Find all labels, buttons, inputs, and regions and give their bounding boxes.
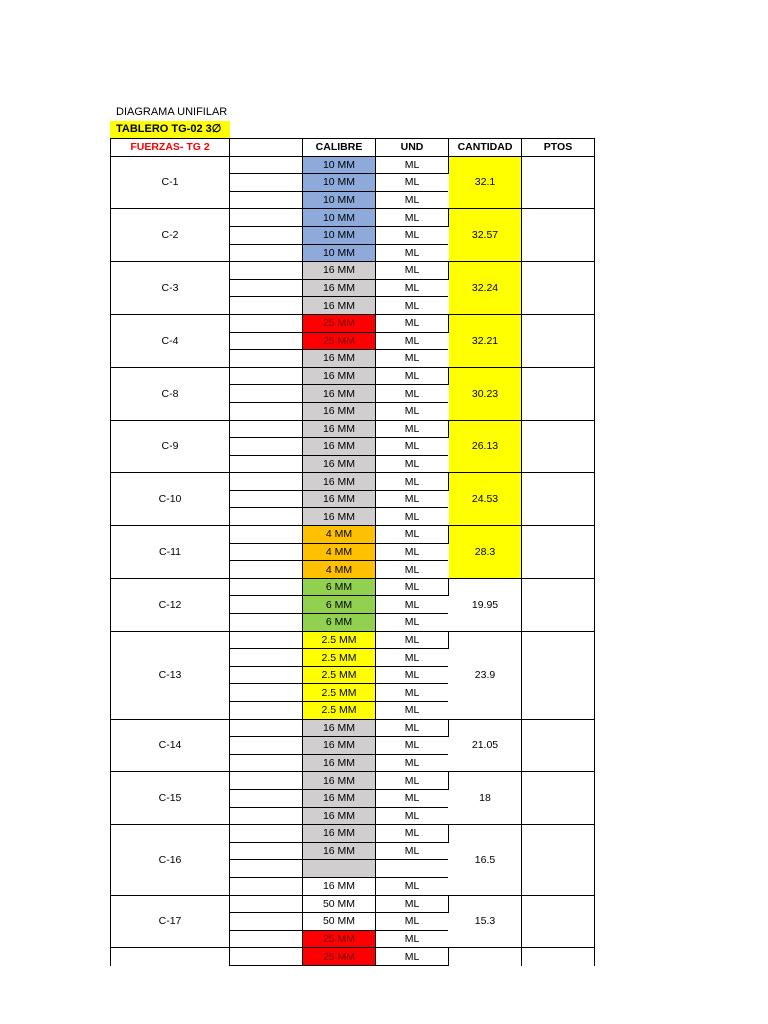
und-cell: ML xyxy=(376,297,449,315)
ptos-cell xyxy=(522,719,595,772)
table-row xyxy=(111,367,595,385)
blank-cell xyxy=(230,385,303,403)
circuit-cell: C-14 xyxy=(111,719,230,772)
calibre-cell xyxy=(303,860,376,878)
table-row xyxy=(111,895,595,913)
ptos-cell xyxy=(522,156,595,209)
calibre-cell: 25 MM xyxy=(303,948,376,966)
calibre-cell: 4 MM xyxy=(303,561,376,579)
blank-cell xyxy=(230,455,303,473)
cantidad-cell: 21.05 xyxy=(449,719,522,772)
cantidad-cell: 19.95 xyxy=(449,578,522,631)
blank-cell xyxy=(230,930,303,948)
blank-cell xyxy=(230,402,303,420)
circuit-cell: C-10 xyxy=(111,473,230,526)
calibre-cell: 16 MM xyxy=(303,455,376,473)
circuit-cell: C-15 xyxy=(111,772,230,825)
blank-cell xyxy=(230,262,303,280)
und-cell: ML xyxy=(376,737,449,755)
blank-cell xyxy=(230,350,303,368)
calibre-cell: 16 MM xyxy=(303,719,376,737)
und-cell: ML xyxy=(376,877,449,895)
und-cell: ML xyxy=(376,156,449,174)
calibre-header: CALIBRE xyxy=(303,139,376,157)
blank-cell xyxy=(230,279,303,297)
und-cell: ML xyxy=(376,772,449,790)
und-cell: ML xyxy=(376,508,449,526)
blank-cell xyxy=(230,473,303,491)
calibre-cell: 4 MM xyxy=(303,526,376,544)
und-cell: ML xyxy=(376,702,449,720)
blank-cell xyxy=(230,789,303,807)
table-row xyxy=(111,825,595,843)
und-cell: ML xyxy=(376,666,449,684)
calibre-cell: 10 MM xyxy=(303,209,376,227)
ptos-cell xyxy=(522,367,595,420)
blank-cell xyxy=(230,631,303,649)
blank-cell xyxy=(230,737,303,755)
calibre-cell: 16 MM xyxy=(303,297,376,315)
blank-cell xyxy=(230,666,303,684)
cantidad-cell: 32.24 xyxy=(449,262,522,315)
cantidad-cell: 32.57 xyxy=(449,209,522,262)
page-title: DIAGRAMA UNIFILAR xyxy=(116,106,228,118)
table-row xyxy=(111,948,595,966)
blank-cell xyxy=(230,191,303,209)
blank-header xyxy=(230,139,303,157)
und-header: UND xyxy=(376,139,449,157)
calibre-cell: 16 MM xyxy=(303,420,376,438)
und-cell: ML xyxy=(376,930,449,948)
circuit-cell: C-3 xyxy=(111,262,230,315)
calibre-cell: 16 MM xyxy=(303,438,376,456)
cantidad-cell: 26.13 xyxy=(449,420,522,473)
cantidad-cell: 16.5 xyxy=(449,825,522,895)
cantidad-cell: 32.21 xyxy=(449,314,522,367)
und-cell: ML xyxy=(376,226,449,244)
blank-cell xyxy=(230,420,303,438)
circuit-cell: C-17 xyxy=(111,895,230,948)
cantidad-cell xyxy=(449,948,522,966)
und-cell: ML xyxy=(376,807,449,825)
cantidad-cell: 23.9 xyxy=(449,631,522,719)
calibre-cell: 2.5 MM xyxy=(303,666,376,684)
blank-cell xyxy=(230,877,303,895)
und-cell: ML xyxy=(376,649,449,667)
und-cell: ML xyxy=(376,174,449,192)
und-cell: ML xyxy=(376,719,449,737)
blank-cell xyxy=(230,807,303,825)
blank-cell xyxy=(230,508,303,526)
circuit-cell: C-12 xyxy=(111,578,230,631)
calibre-cell: 16 MM xyxy=(303,877,376,895)
calibre-cell: 10 MM xyxy=(303,174,376,192)
table-row xyxy=(111,314,595,332)
calibre-cell: 10 MM xyxy=(303,226,376,244)
table-row xyxy=(111,578,595,596)
calibre-cell: 10 MM xyxy=(303,156,376,174)
cantidad-cell: 24.53 xyxy=(449,473,522,526)
table-row xyxy=(111,719,595,737)
und-cell: ML xyxy=(376,754,449,772)
calibre-cell: 6 MM xyxy=(303,614,376,632)
calibre-cell: 16 MM xyxy=(303,789,376,807)
calibre-cell: 16 MM xyxy=(303,350,376,368)
calibre-cell: 16 MM xyxy=(303,385,376,403)
circuit-cell: C-9 xyxy=(111,420,230,473)
blank-cell xyxy=(230,825,303,843)
blank-cell xyxy=(230,578,303,596)
und-cell: ML xyxy=(376,825,449,843)
calibre-cell: 10 MM xyxy=(303,244,376,262)
cantidad-cell: 15.3 xyxy=(449,895,522,948)
ptos-cell xyxy=(522,578,595,631)
table-row xyxy=(111,526,595,544)
cantidad-cell: 18 xyxy=(449,772,522,825)
blank-cell xyxy=(230,367,303,385)
ptos-cell xyxy=(522,262,595,315)
und-cell: ML xyxy=(376,614,449,632)
ptos-header: PTOS xyxy=(522,139,595,157)
table-row xyxy=(111,631,595,649)
und-cell: ML xyxy=(376,684,449,702)
und-cell: ML xyxy=(376,842,449,860)
calibre-cell: 2.5 MM xyxy=(303,631,376,649)
circuit-cell xyxy=(111,948,230,966)
calibre-cell: 16 MM xyxy=(303,754,376,772)
calibre-cell: 25 MM xyxy=(303,930,376,948)
und-cell xyxy=(376,860,449,878)
circuit-cell: C-13 xyxy=(111,631,230,719)
und-cell: ML xyxy=(376,262,449,280)
calibre-cell: 2.5 MM xyxy=(303,702,376,720)
calibre-cell: 10 MM xyxy=(303,191,376,209)
table-row xyxy=(111,209,595,227)
calibre-cell: 16 MM xyxy=(303,737,376,755)
cantidad-header: CANTIDAD xyxy=(449,139,522,157)
calibre-cell: 16 MM xyxy=(303,490,376,508)
und-cell: ML xyxy=(376,209,449,227)
ptos-cell xyxy=(522,526,595,579)
und-cell: ML xyxy=(376,596,449,614)
circuit-cell: C-2 xyxy=(111,209,230,262)
ptos-cell xyxy=(522,895,595,948)
blank-cell xyxy=(230,438,303,456)
und-cell: ML xyxy=(376,244,449,262)
calibre-cell: 16 MM xyxy=(303,367,376,385)
ptos-cell xyxy=(522,631,595,719)
calibre-cell: 16 MM xyxy=(303,473,376,491)
calibre-cell: 16 MM xyxy=(303,807,376,825)
und-cell: ML xyxy=(376,385,449,403)
calibre-cell: 50 MM xyxy=(303,895,376,913)
cantidad-cell: 28.3 xyxy=(449,526,522,579)
cantidad-cell: 30.23 xyxy=(449,367,522,420)
header-row xyxy=(111,139,595,157)
calibre-cell: 25 MM xyxy=(303,332,376,350)
section-header: FUERZAS- TG 2 xyxy=(111,139,230,157)
und-cell: ML xyxy=(376,948,449,966)
blank-cell xyxy=(230,772,303,790)
und-cell: ML xyxy=(376,913,449,931)
und-cell: ML xyxy=(376,631,449,649)
und-cell: ML xyxy=(376,350,449,368)
blank-cell xyxy=(230,719,303,737)
blank-cell xyxy=(230,314,303,332)
table-row xyxy=(111,262,595,280)
calibre-cell: 6 MM xyxy=(303,596,376,614)
calibre-cell: 25 MM xyxy=(303,314,376,332)
ptos-cell xyxy=(522,473,595,526)
und-cell: ML xyxy=(376,526,449,544)
und-cell: ML xyxy=(376,314,449,332)
circuit-cell: C-8 xyxy=(111,367,230,420)
und-cell: ML xyxy=(376,438,449,456)
blank-cell xyxy=(230,543,303,561)
table-row xyxy=(111,772,595,790)
blank-cell xyxy=(230,913,303,931)
blank-cell xyxy=(230,156,303,174)
circuit-cell: C-11 xyxy=(111,526,230,579)
calibre-cell: 16 MM xyxy=(303,262,376,280)
table-row xyxy=(111,473,595,491)
und-cell: ML xyxy=(376,332,449,350)
calibre-cell: 16 MM xyxy=(303,402,376,420)
und-cell: ML xyxy=(376,455,449,473)
calibre-cell: 50 MM xyxy=(303,913,376,931)
und-cell: ML xyxy=(376,402,449,420)
ptos-cell xyxy=(522,209,595,262)
calibre-cell: 16 MM xyxy=(303,825,376,843)
und-cell: ML xyxy=(376,895,449,913)
und-cell: ML xyxy=(376,561,449,579)
calibre-cell: 4 MM xyxy=(303,543,376,561)
blank-cell xyxy=(230,297,303,315)
blank-cell xyxy=(230,948,303,966)
cantidad-cell: 32.1 xyxy=(449,156,522,209)
panel-subtitle: TABLERO TG-02 3∅ xyxy=(110,121,230,138)
und-cell: ML xyxy=(376,191,449,209)
ptos-cell xyxy=(522,825,595,895)
calibre-cell: 6 MM xyxy=(303,578,376,596)
blank-cell xyxy=(230,174,303,192)
blank-cell xyxy=(230,649,303,667)
calibre-cell: 16 MM xyxy=(303,279,376,297)
blank-cell xyxy=(230,561,303,579)
blank-cell xyxy=(230,860,303,878)
feeder-table xyxy=(110,138,595,966)
table-row xyxy=(111,420,595,438)
und-cell: ML xyxy=(376,279,449,297)
und-cell: ML xyxy=(376,420,449,438)
calibre-cell: 2.5 MM xyxy=(303,684,376,702)
und-cell: ML xyxy=(376,578,449,596)
blank-cell xyxy=(230,244,303,262)
blank-cell xyxy=(230,754,303,772)
blank-cell xyxy=(230,702,303,720)
und-cell: ML xyxy=(376,490,449,508)
blank-cell xyxy=(230,895,303,913)
blank-cell xyxy=(230,332,303,350)
und-cell: ML xyxy=(376,367,449,385)
calibre-cell: 16 MM xyxy=(303,508,376,526)
ptos-cell xyxy=(522,948,595,966)
blank-cell xyxy=(230,526,303,544)
und-cell: ML xyxy=(376,543,449,561)
blank-cell xyxy=(230,596,303,614)
und-cell: ML xyxy=(376,473,449,491)
blank-cell xyxy=(230,226,303,244)
calibre-cell: 16 MM xyxy=(303,842,376,860)
blank-cell xyxy=(230,684,303,702)
circuit-cell: C-4 xyxy=(111,314,230,367)
blank-cell xyxy=(230,614,303,632)
circuit-cell: C-1 xyxy=(111,156,230,209)
ptos-cell xyxy=(522,420,595,473)
circuit-cell: C-16 xyxy=(111,825,230,895)
ptos-cell xyxy=(522,314,595,367)
calibre-cell: 16 MM xyxy=(303,772,376,790)
und-cell: ML xyxy=(376,789,449,807)
blank-cell xyxy=(230,842,303,860)
ptos-cell xyxy=(522,772,595,825)
calibre-cell: 2.5 MM xyxy=(303,649,376,667)
blank-cell xyxy=(230,209,303,227)
table-row xyxy=(111,156,595,174)
blank-cell xyxy=(230,490,303,508)
